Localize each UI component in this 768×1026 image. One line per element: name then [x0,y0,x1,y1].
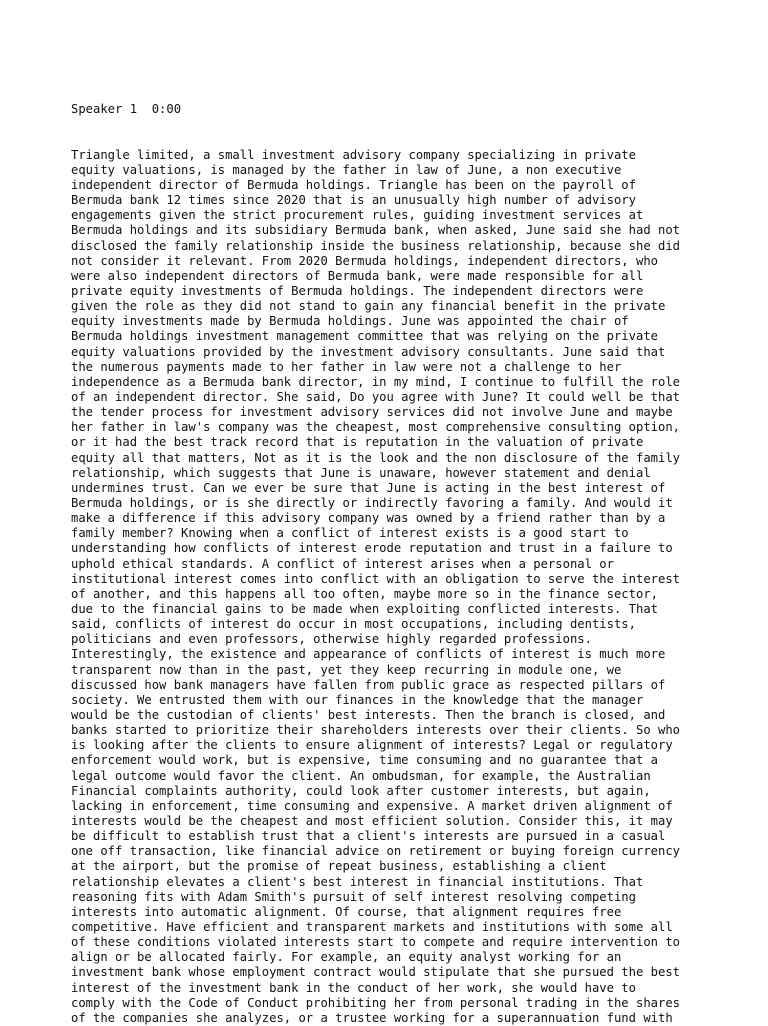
transcript-line: align or be allocated fairly. For example, an equity analyst working for an [71,950,622,965]
transcript-line: reasoning fits with Adam Smith's pursuit of self interest resolving competing [71,889,636,904]
transcript-line: institutional interest comes into conflict with an obligation to serve the interest [71,571,681,586]
transcript-line: politicians and even professors, otherwise highly regarded professions. [71,632,592,647]
transcript-line: engagements given the strict procurement rules, guiding investment services at [71,208,644,223]
transcript-line: family member? Knowing when a conflict of interest exists is a good start to [71,526,629,541]
transcript-line: independent director of Bermuda holdings. Triangle has been on the payroll of [71,178,636,193]
transcript-line: equity valuations provided by the investment advisory consultants. June said that [71,344,666,359]
transcript-line: of these conditions violated interests start to compete and require intervention to [71,935,681,950]
transcript-line: comply with the Code of Conduct prohibiting her from personal trading in the shares [71,995,681,1010]
transcript-line: equity all that matters, Not as it is the look and the non disclosure of the family [71,450,681,465]
transcript-line: lacking in enforcement, time consuming and expensive. A market driven alignment of [71,798,673,813]
transcript-line: banks started to prioritize their shareholders interests over their clients. So who [71,723,681,738]
transcript-line: investment bank whose employment contract would stipulate that she pursued the best [71,965,681,980]
transcript-line: be difficult to establish trust that a client's interests are pursued in a casual [71,829,666,844]
transcript-line: equity valuations, is managed by the father in law of June, a non executive [71,162,622,177]
transcript-line: due to the financial gains to be made when exploiting conflicted interests. That [71,601,658,616]
transcript-line: make a difference if this advisory company was owned by a friend rather than by a [71,511,666,526]
transcript-line: would be the custodian of clients' best interests. Then the branch is closed, and [71,707,666,722]
transcript-line: of the companies she analyzes, or a trustee working for a superannuation fund with [71,1010,673,1025]
transcript-line: legal outcome would favor the client. An ombudsman, for example, the Australian [71,768,651,783]
transcript-line: undermines trust. Can we ever be sure that June is acting in the best interest of [71,480,666,495]
transcript-line: enforcement would work, but is expensive, time consuming and no guarantee that a [71,753,658,768]
transcript-body [71,72,711,1026]
transcript-line: of another, and this happens all too often, maybe more so in the finance sector, [71,586,658,601]
transcript-line: uphold ethical standards. A conflict of interest arises when a personal or [71,556,614,571]
transcript-line: at the airport, but the promise of repeat business, establishing a client [71,859,607,874]
transcript-line: of an independent director. She said, Do you agree with June? It could well be that [71,390,681,405]
speaker-header: Speaker 1 0:00 [71,102,182,117]
transcript-line: given the role as they did not stand to gain any financial benefit in the private [71,299,666,314]
transcript-line: transparent now than in the past, yet they keep recurring in module one, we [71,662,622,677]
transcript-line: Interestingly, the existence and appearance of conflicts of interest is much more [71,647,666,662]
transcript-line: interest of the investment bank in the conduct of her work, she would have to [71,980,636,995]
transcript-line: Bermuda holdings investment management committee that was relying on the private [71,329,658,344]
transcript-line: interests into automatic alignment. Of course, that alignment requires free [71,904,622,919]
transcript-line: relationship, which suggests that June is unaware, however statement and denial [71,465,651,480]
transcript-line: said, conflicts of interest do occur in most occupations, including dentists, [71,617,636,632]
transcript-line: the tender process for investment advisory services did not involve June and maybe [71,405,673,420]
transcript-line: disclosed the family relationship inside the business relationship, because she did [71,238,681,253]
transcript-line: Bermuda bank 12 times since 2020 that is an unusually high number of advisory [71,193,636,208]
transcript-line: interests would be the cheapest and most efficient solution. Consider this, it may [71,813,673,828]
transcript-line: Triangle limited, a small investment advisory company specializing in private [71,147,636,162]
transcript-line: Bermuda holdings, or is she directly or indirectly favoring a family. And would it [71,496,673,510]
transcript-line: competitive. Have efficient and transparent markets and institutions with some all [71,919,673,934]
transcript-line: her father in law's company was the cheapest, most comprehensive consulting option, [71,420,681,435]
transcript-line: discussed how bank managers have fallen from public grace as respected pillars of [71,677,666,692]
transcript-line: private equity investments of Bermuda holdings. The independent directors were [71,284,644,299]
transcript-line: or it had the best track record that is reputation in the valuation of private [71,435,644,450]
transcript-line: equity investments made by Bermuda holdings. June was appointed the chair of [71,314,629,329]
transcript-line: understanding how conflicts of interest erode reputation and trust in a failure to [71,541,673,556]
transcript-line: is looking after the clients to ensure alignment of interests? Legal or regulatory [71,738,673,753]
transcript-line: were also independent directors of Bermuda bank, were made responsible for all [71,268,644,283]
transcript-line: independence as a Bermuda bank director, in my mind, I continue to fulfill the role [71,374,681,389]
transcript-line: one off transaction, like financial advice on retirement or buying foreign currency [71,844,681,859]
transcript-line: Financial complaints authority, could look after customer interests, but again, [71,783,651,798]
transcript-line: relationship elevates a client's best interest in financial institutions. That [71,874,644,889]
transcript-line: not consider it relevant. From 2020 Bermuda holdings, independent directors, who [71,253,658,268]
transcript-line: Bermuda holdings and its subsidiary Bermuda bank, when asked, June said she had not [71,223,681,238]
transcript-line: society. We entrusted them with our finances in the knowledge that the manager [71,692,644,707]
transcript-line: the numerous payments made to her father in law were not a challenge to her [71,359,622,374]
